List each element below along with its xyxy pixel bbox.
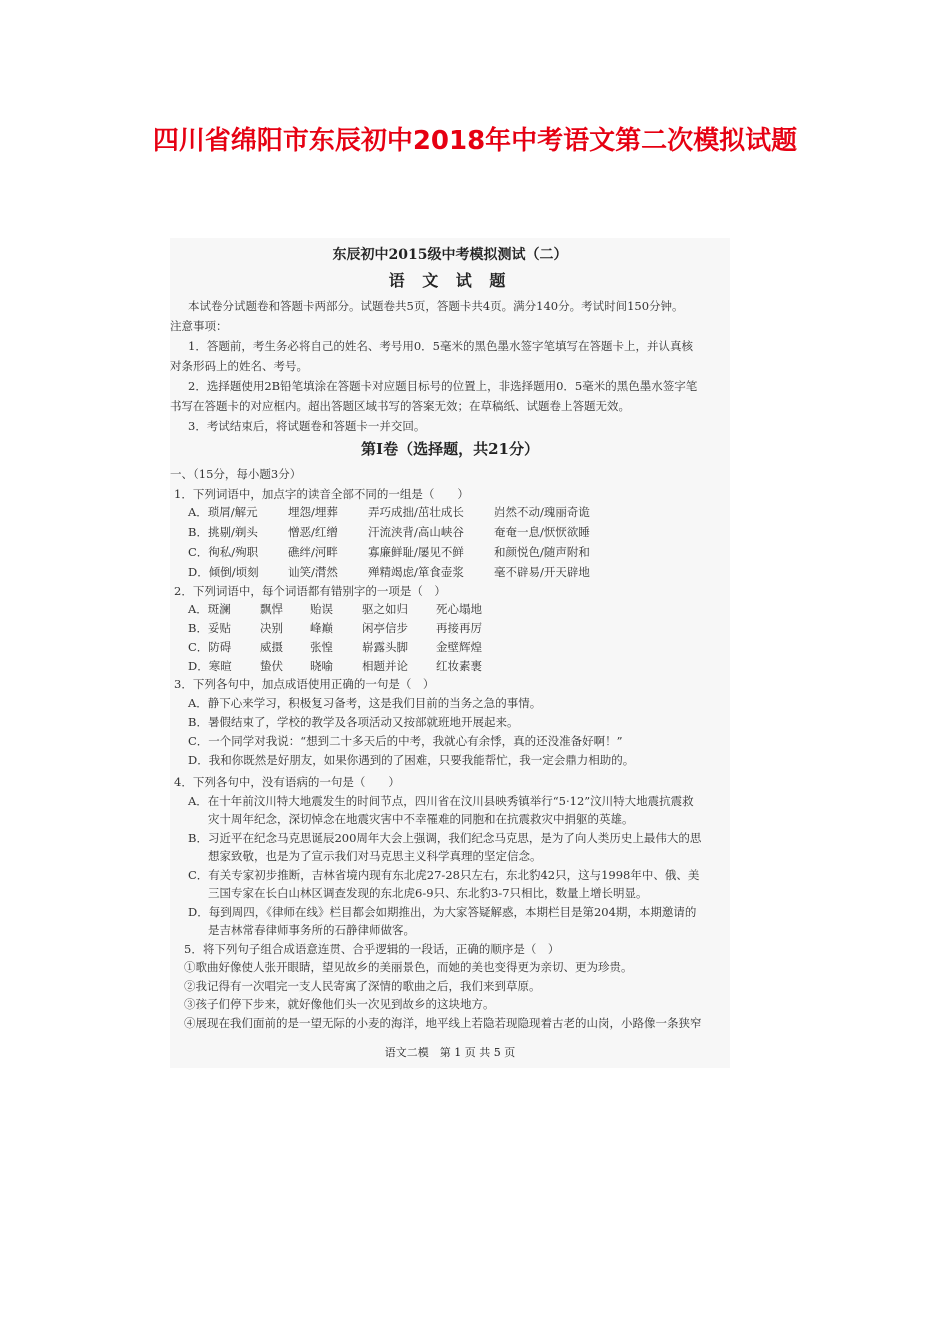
question-4-line: A．在十年前汶川特大地震发生的时间节点，四川省在汶川县映秀镇举行“5·12”汶川特大地震抗震救 (188, 794, 694, 808)
option-cell: C．防碍 (188, 640, 232, 654)
option-cell: A．琐屑/解元 (188, 505, 258, 519)
option-cell: 殚精竭虑/箪食壶浆 (368, 565, 464, 579)
exam-subject: 语 文 试 题 (388, 271, 512, 290)
question-3-option: D．我和你既然是好朋友，如果你遇到的了困难，只要我能帮忙，我一定会鼎力相助的。 (188, 753, 635, 767)
section-title: 第Ⅰ卷（选择题，共21分） (361, 440, 539, 458)
notice-line: 2．选择题使用2B铅笔填涂在答题卡对应题目标号的位置上，非选择题用0．5毫米的黑色墨水签字笔 (188, 379, 698, 393)
scanned-exam-page (170, 238, 730, 1068)
exam-heading: 东辰初中2015级中考模拟测试（二） (332, 247, 568, 263)
option-cell: 蛰伏 (260, 659, 283, 673)
option-cell: 崭露头脚 (362, 640, 408, 654)
question-4-line: B．习近平在纪念马克思诞辰200周年大会上强调，我们纪念马克思，是为了向人类历史上最伟大的思 (188, 831, 702, 845)
question-4-stem: 4．下列各句中，没有语病的一句是（ ） (174, 775, 400, 789)
option-cell: A．斑澜 (188, 602, 231, 616)
option-cell: 峰巅 (310, 621, 333, 635)
option-cell: 飘悍 (260, 602, 283, 616)
exam-intro: 本试卷分试题卷和答题卡两部分。试题卷共5页，答题卡共4页。满分140分。考试时间150分钟。 (188, 299, 684, 313)
question-3-option: A．静下心来学习，积极复习备考，这是我们目前的当务之急的事情。 (188, 696, 542, 710)
question-1-stem: 1．下列词语中，加点字的读音全部不同的一组是（ ） (174, 487, 469, 501)
question-5-line: ④展现在我们面前的是一望无际的小麦的海洋，地平线上若隐若现隐现着古老的山岗，小路像一条狭窄 (184, 1016, 702, 1030)
question-4-line: 三国专家在长白山林区调查发现的东北虎6-9只、东北豹3-7只相比，数量上增长明显。 (208, 886, 648, 900)
option-cell: 弄巧成拙/茁壮成长 (368, 505, 464, 519)
option-cell: 张惶 (310, 640, 333, 654)
option-cell: 礁绊/河畔 (288, 545, 338, 559)
option-cell: 岿然不动/瑰丽奇诡 (494, 505, 590, 519)
option-cell: B．妥贴 (188, 621, 231, 635)
document-title: 四川省绵阳市东辰初中2018年中考语文第二次模拟试题 (152, 126, 798, 156)
question-2-stem: 2．下列词语中，每个词语都有错别字的一项是（ ） (174, 584, 446, 598)
option-cell: 威摄 (260, 640, 283, 654)
option-cell: 金壁辉煌 (436, 640, 482, 654)
question-3-option: B．暑假结束了，学校的教学及各项活动又按部就班地开展起来。 (188, 715, 519, 729)
question-5-stem: 5．将下列句子组合成语意连贯、合乎逻辑的一段话，正确的顺序是（ ） (184, 942, 560, 956)
option-cell: 汗流浃背/高山峡谷 (368, 525, 464, 539)
option-cell: 埋怨/埋葬 (288, 505, 338, 519)
option-cell: 闲亭信步 (362, 621, 408, 635)
option-cell: 贻误 (310, 602, 333, 616)
notice-line: 3．考试结束后，将试题卷和答题卡一并交回。 (188, 419, 426, 433)
notice-line: 书写在答题卡的对应框内。超出答题区域书写的答案无效；在草稿纸、试题卷上答题无效。 (170, 399, 630, 413)
question-5-line: ①歌曲好像使人张开眼睛，望见故乡的美丽景色，而她的美也变得更为亲切、更为珍贵。 (184, 960, 633, 974)
option-cell: D．寒暄 (188, 659, 232, 673)
option-cell: 毫不辟易/开天辟地 (494, 565, 590, 579)
option-cell: 晓喻 (310, 659, 333, 673)
option-cell: D．倾倒/顷刻 (188, 565, 259, 579)
option-cell: 再接再厉 (436, 621, 482, 635)
option-cell: 决别 (260, 621, 283, 635)
question-4-line: 灾十周年纪念，深切悼念在地震灾害中不幸罹难的同胞和在抗震救灾中捐躯的英雄。 (208, 812, 634, 826)
option-cell: 寡廉鲜耻/屡见不鲜 (368, 545, 464, 559)
option-cell: C．徇私/殉职 (188, 545, 259, 559)
option-cell: 死心塌地 (436, 602, 482, 616)
option-cell: 讪笑/潸然 (288, 565, 338, 579)
option-cell: 红妆素裹 (436, 659, 482, 673)
question-4-line: D．每到周四，《律师在线》栏目都会如期推出，为大家答疑解惑，本期栏目是第204期，本期邀请的 (188, 905, 697, 919)
option-cell: B．挑剔/剃头 (188, 525, 258, 539)
notice-line: 1．答题前，考生务必将自己的姓名、考号用0．5毫米的黑色墨水签字笔填写在答题卡上，并认真核 (188, 339, 693, 353)
option-cell: 驱之如归 (362, 602, 408, 616)
notice-line: 对条形码上的姓名、考号。 (170, 359, 308, 373)
page-footer: 语文二模 第 1 页 共 5 页 (384, 1046, 516, 1059)
part-one-heading: 一、（15分，每小题3分） (170, 467, 302, 481)
question-5-line: ③孩子们停下步来，就好像他们头一次见到故乡的这块地方。 (184, 997, 495, 1011)
question-4-line: C．有关专家初步推断，吉林省境内现有东北虎27-28只左右，东北豹42只，这与1998年中、俄、美 (188, 868, 700, 882)
question-4-line: 是吉林常春律师事务所的石静律师做客。 (208, 923, 415, 937)
question-4-line: 想家致敬，也是为了宣示我们对马克思主义科学真理的坚定信念。 (208, 849, 542, 863)
question-3-option: C．一个同学对我说：“想到二十多天后的中考，我就心有余悸，真的还没准备好啊！” (188, 734, 623, 748)
option-cell: 憎恶/红缯 (288, 525, 338, 539)
option-cell: 和颜悦色/随声附和 (494, 545, 590, 559)
option-cell: 奄奄一息/恹恹欲睡 (494, 525, 590, 539)
option-cell: 相题并论 (362, 659, 408, 673)
question-3-stem: 3．下列各句中，加点成语使用正确的一句是（ ） (174, 677, 435, 691)
question-5-line: ②我记得有一次唱完一支人民寄寓了深情的歌曲之后，我们来到草原。 (184, 979, 541, 993)
notice-title: 注意事项： (170, 319, 228, 333)
